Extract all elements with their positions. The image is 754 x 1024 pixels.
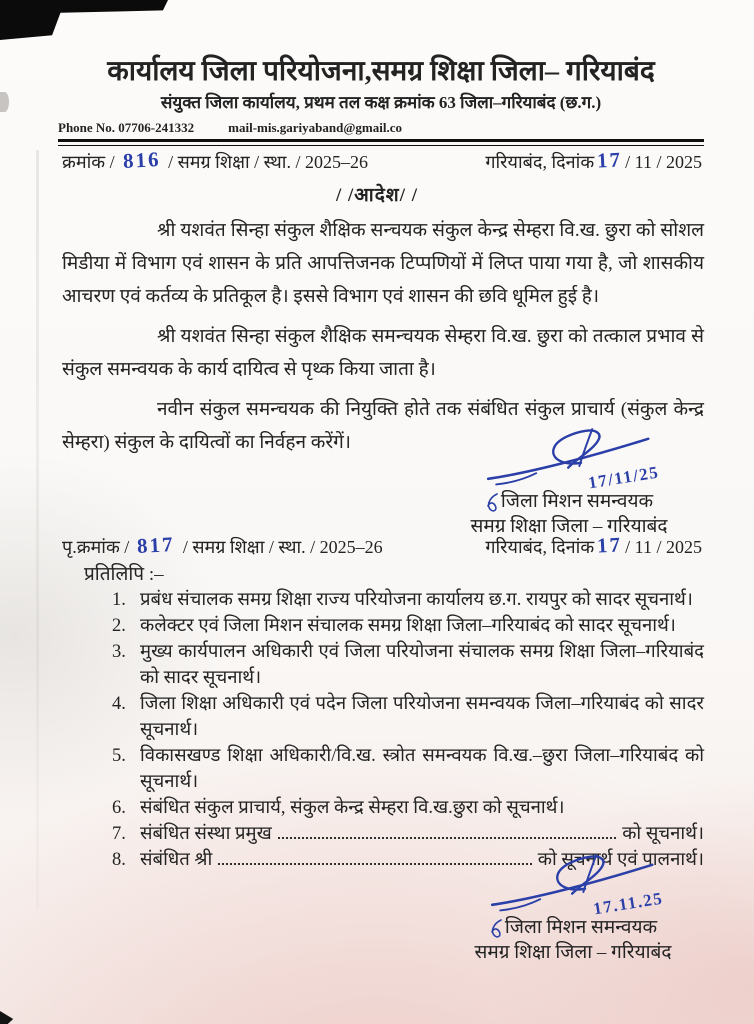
contact-line	[58, 118, 704, 137]
item-text: प्रबंध संचालक समग्र शिक्षा राज्य परियोजना कार्यालय छ.ग. रायपुर को सादर सूचनार्थ।	[140, 590, 693, 610]
item-number: 1.	[112, 590, 126, 610]
list-item	[112, 613, 704, 639]
list-item	[112, 639, 704, 691]
handwritten-copy-ref-number: 817	[136, 532, 176, 558]
paragraph-removal-order: श्री यशवंत सिन्हा संकुल शैक्षिक समन्चयक सेम्हरा वि.ख. छुरा को तत्काल प्रभाव से संकुल समन्वयक के कार्य दायित्व से पृथ्क किया जाता है।	[62, 326, 704, 380]
signatory-title	[438, 490, 700, 514]
item-number: 3.	[112, 642, 126, 662]
scan-artifact-left-edge	[0, 92, 9, 112]
reference-number	[62, 149, 368, 174]
scan-artifact-top-left	[0, 0, 168, 40]
letterhead	[58, 54, 704, 146]
list-item	[112, 587, 704, 613]
copy-distribution-list	[112, 587, 704, 873]
signature-tail-icon	[485, 493, 499, 515]
item-number: 7.	[112, 824, 126, 844]
copy-printed-date: / 11 / 2025	[625, 537, 702, 557]
item-number: 8.	[112, 850, 126, 870]
letterhead-divider	[58, 139, 704, 146]
paragraph-interim-charge: नवीन संकुल समन्चयक की नियुक्ति होते तक संबंधित संकुल प्राचार्य (संकुल केन्द्र सेम्हरा) संकुल के दायित्वों का निर्वहन करेंगें।	[62, 399, 704, 453]
signatory-title-text: जिला मिशन समन्वयक	[504, 917, 658, 938]
signature-date: 17/11/25	[587, 462, 661, 493]
signature-block-bottom	[438, 852, 708, 965]
item-text: विकासखण्ड शिक्षा अधिकारी/वि.ख. स्त्रोत समन्वयक वि.ख.–छुरा जिला–गरियाबंद को सूचनार्थ।	[140, 746, 704, 792]
scan-artifact-bottom-left	[0, 1004, 22, 1024]
reference-number-line	[62, 149, 702, 174]
item-number: 2.	[112, 616, 126, 636]
signature-area	[468, 852, 678, 919]
item-text-before-blank: संबंधित श्री	[140, 850, 213, 870]
order-heading: / /आदेश/ /	[335, 185, 419, 206]
copy-place-date-label: गरियाबंद, दिनांक	[485, 537, 595, 557]
signature-date: 17.11.25	[592, 888, 665, 919]
list-item-with-blank	[112, 821, 704, 847]
item-number: 6.	[112, 798, 126, 818]
email-address: mail-mis.gariyaband@gmail.co	[228, 120, 403, 135]
handwritten-day: 17	[596, 147, 623, 173]
office-address: संयुक्त जिला कार्यालय, प्रथम तल कक्ष क्रमांक 63 जिला–गरियाबंद (छ.ग.)	[160, 93, 602, 112]
signatory-organisation: समग्र शिक्षा जिला – गरियाबंद	[470, 516, 668, 537]
ref-label: क्रमांक /	[62, 152, 115, 172]
signatory-title-text: जिला मिशन समन्वयक	[500, 491, 654, 512]
list-item	[112, 795, 704, 821]
paper-crease	[36, 150, 39, 910]
item-text: जिला शिक्षा अधिकारी एवं पदेन जिला परियोजना समन्वयक जिला–गरियाबंद को सादर सूचनार्थ।	[140, 694, 704, 740]
signature-tail-icon	[489, 919, 503, 941]
handwritten-copy-day: 17	[596, 532, 623, 558]
item-text: मुख्य कार्यपालन अधिकारी एवं जिला परियोजना संचालक समग्र शिक्षा जिला–गरियाबंद को सादर सूचनार्थ।	[140, 642, 704, 688]
signatory-organisation: समग्र शिक्षा जिला – गरियाबंद	[474, 942, 672, 963]
copy-to-label: प्रतिलिपि :–	[84, 564, 164, 585]
signature-area	[464, 426, 674, 493]
signatory-title	[438, 916, 708, 940]
copy-ref-label: पृ.क्रमांक /	[62, 537, 130, 557]
item-text: कलेक्टर एवं जिला मिशन संचालक समग्र शिक्षा जिला–गरियाबंद को सादर सूचनार्थ।	[140, 616, 676, 636]
item-text: संबंधित संकुल प्राचार्य, संकुल केन्द्र सेम्हरा वि.ख.छुरा को सूचनार्थ।	[140, 798, 565, 818]
paragraph-allegation: श्री यशवंत सिन्हा संकुल शैक्षिक सन्चयक संकुल केन्द्र सेम्हरा वि.ख. छुरा को सोशल मिडीया में विभाग एवं शासन के प्रति आपत्तिजनक टिप्पणियों में लिप्त पाया गया है, जो शासकीय आचरण एवं कर्तव्य के प्रतिकूल है। इससे विभाग एवं शासन की छवि धूमिल हुई है।	[62, 220, 704, 307]
list-item	[112, 743, 704, 795]
list-item	[112, 691, 704, 743]
item-text-before-blank: संबंधित संस्था प्रमुख	[140, 824, 272, 844]
item-number: 4.	[112, 694, 126, 714]
office-title: कार्यालय जिला परियोजना,समग्र शिक्षा जिला– गरियाबंद	[107, 56, 655, 87]
dotted-blank-line	[278, 827, 617, 839]
ref-suffix: / समग्र शिक्षा / स्था. / 2025–26	[168, 152, 368, 172]
place-date	[485, 149, 702, 174]
phone-number: Phone No. 07706-241332	[58, 120, 195, 135]
signature-block-top	[438, 426, 700, 539]
item-text-after-blank: को सूचनार्थ।	[622, 824, 704, 844]
handwritten-ref-number: 816	[121, 147, 161, 173]
item-text-after-blank: को सूचनार्थ एवं पालनार्थ।	[537, 850, 704, 870]
item-number: 5.	[112, 746, 126, 766]
copy-reference-number	[62, 534, 383, 559]
printed-date: / 11 / 2025	[625, 152, 702, 172]
copy-reference-line	[62, 534, 702, 559]
place-date-label: गरियाबंद, दिनांक	[485, 152, 595, 172]
copy-place-date	[485, 534, 702, 559]
copy-ref-suffix: / समग्र शिक्षा / स्था. / 2025–26	[182, 537, 383, 557]
